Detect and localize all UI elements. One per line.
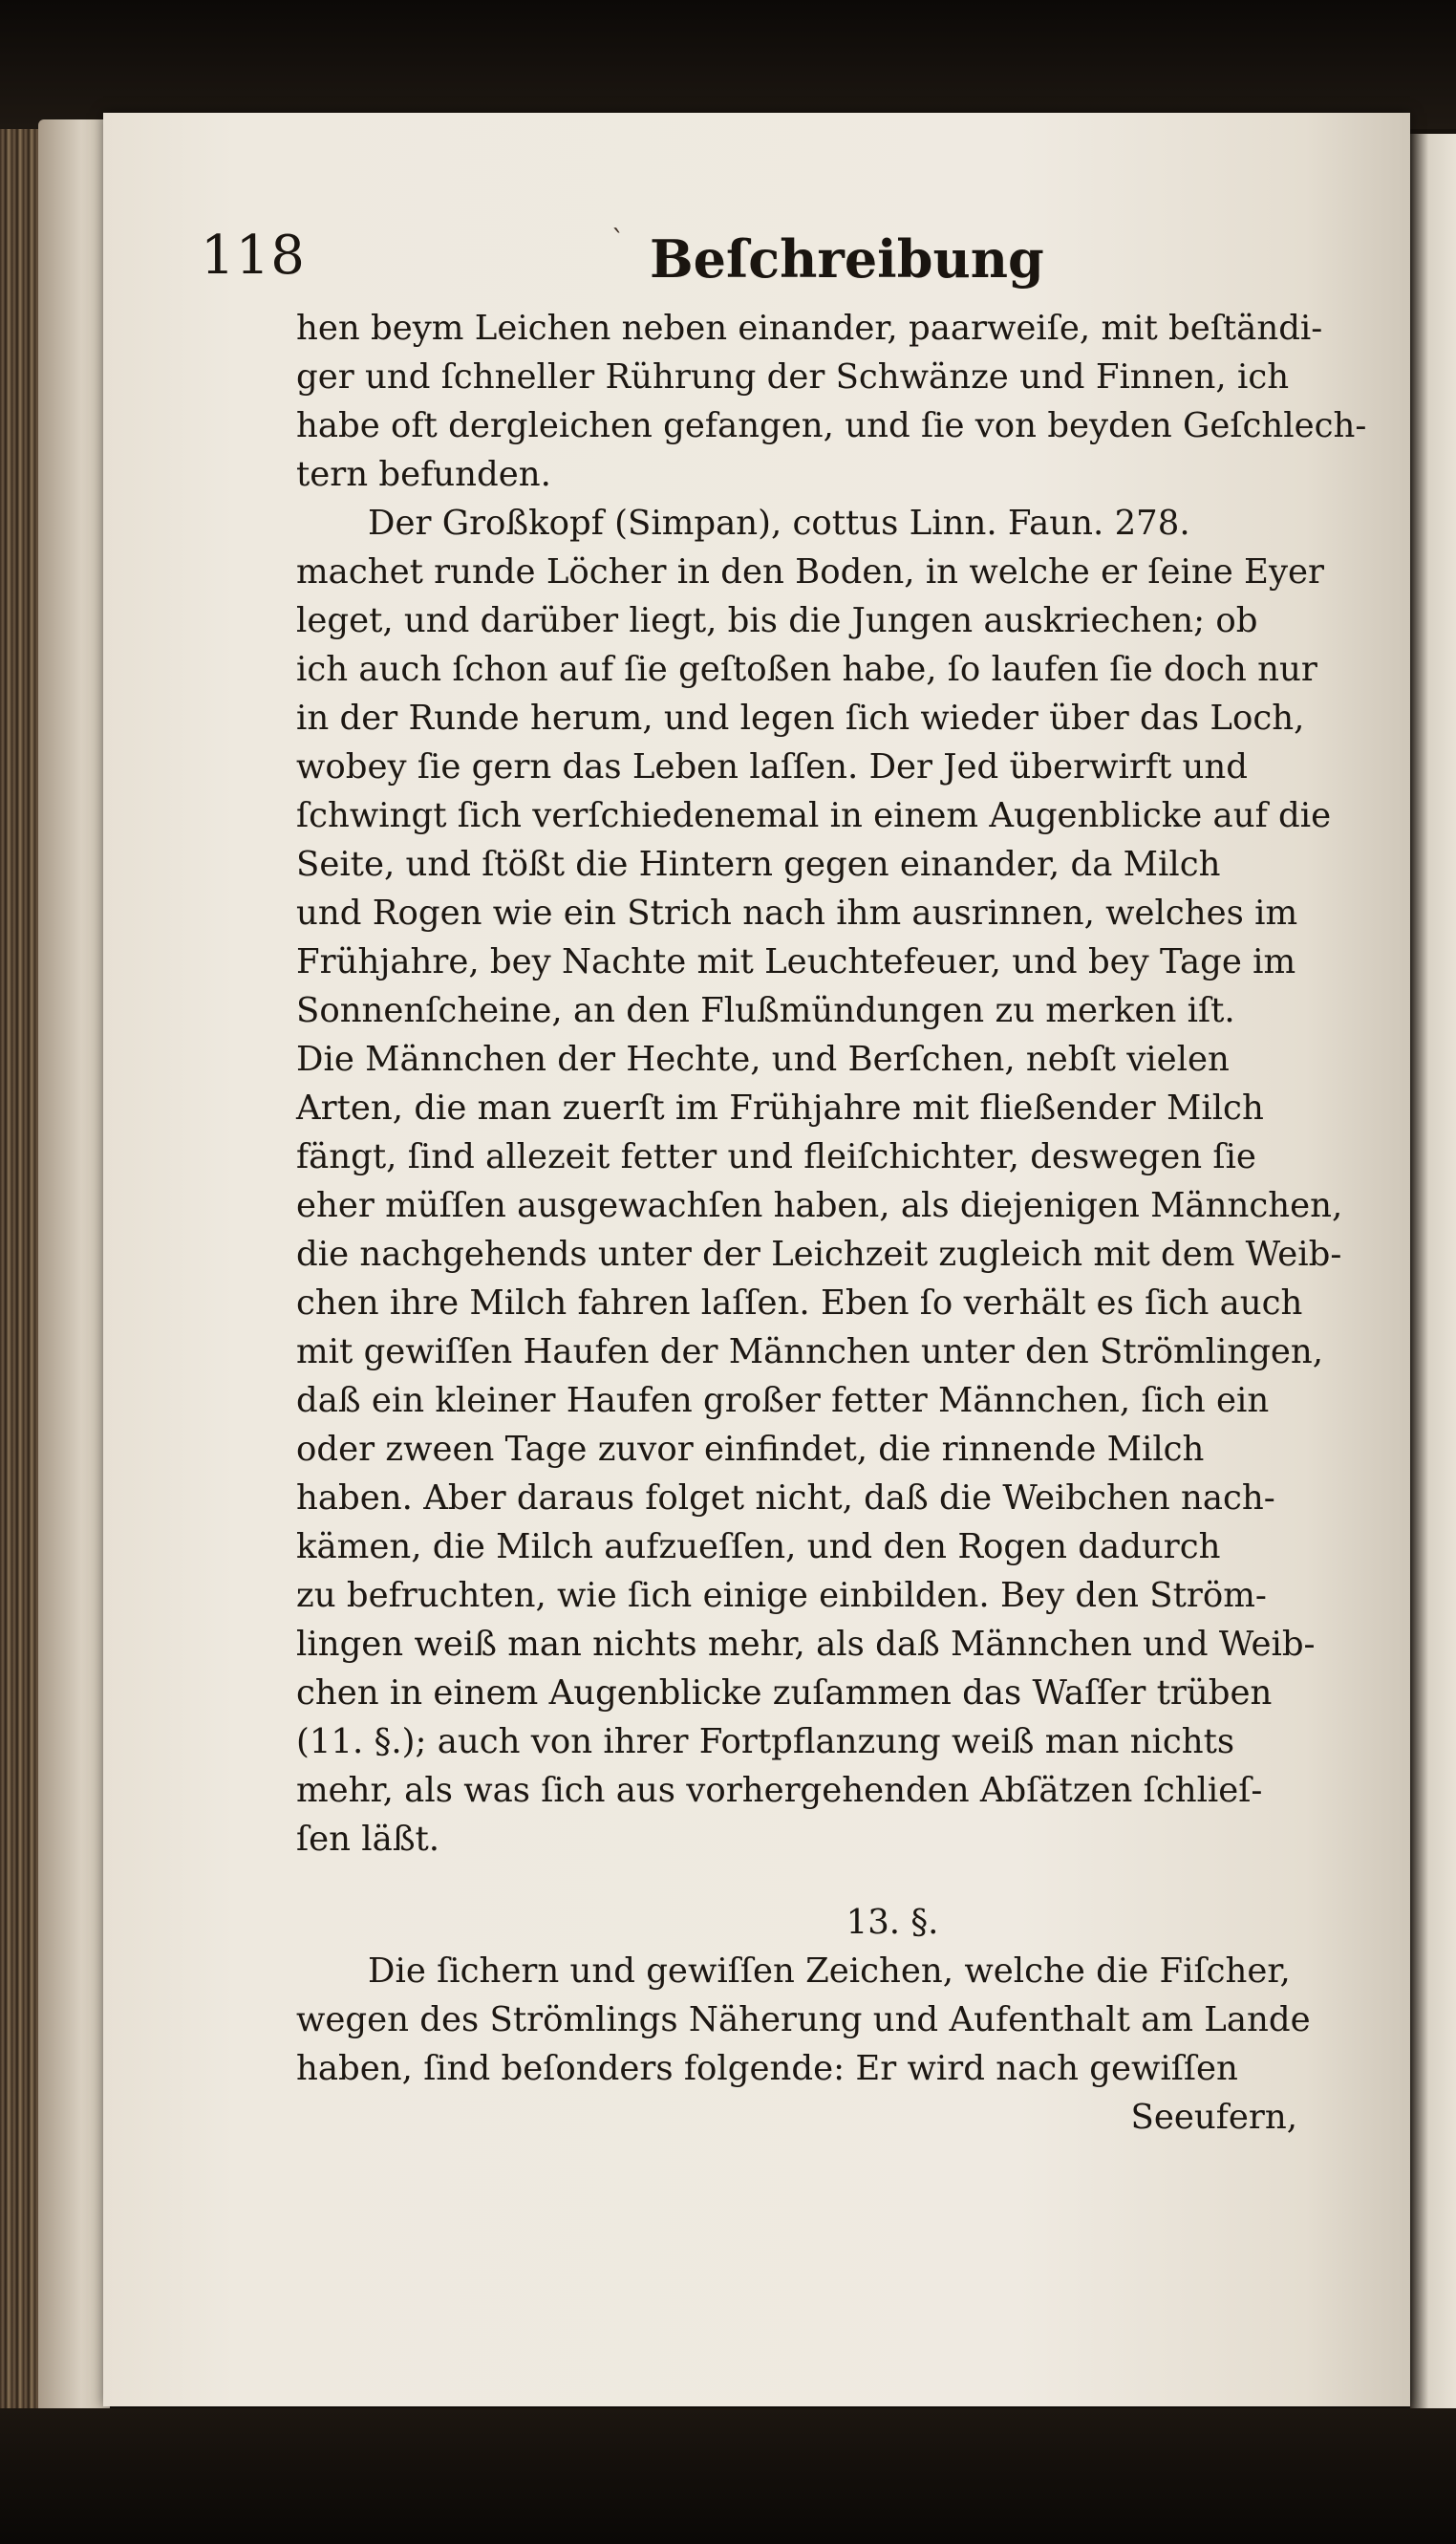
text-line: (11. §.); auch von ihrer Fortpflanzung weiß man nichts [296, 1722, 1235, 1761]
text-line: haben, ſind beſonders folgende: Er wird nach gewiſſen [296, 2049, 1238, 2088]
text-line: mit gewiſſen Haufen der Männchen unter den Strömlingen, [296, 1332, 1324, 1371]
text-line: in der Runde herum, und legen ſich wieder über das Loch, [296, 699, 1305, 738]
text-line: chen in einem Augenblicke zuſammen das Waſſer trüben [296, 1673, 1273, 1713]
text-line: ich auch ſchon auf ſie geſtoßen habe, ſo laufen ſie doch nur [296, 650, 1317, 689]
text-line: leget, und darüber liegt, bis die Jungen auskriechen; ob [296, 601, 1258, 640]
text-line: habe oft dergleichen gefangen, und ſie von beyden Geſchlech- [296, 406, 1367, 445]
text-line: Die Männchen der Hechte, und Berſchen, nebſt vielen [296, 1040, 1230, 1079]
text-line: hen beym Leichen neben einander, paarweiſe, mit beſtändi- [296, 309, 1323, 348]
spacer [296, 1864, 1297, 1898]
text-line: Arten, die man zuerſt im Frühjahre mit fließender Milch [296, 1089, 1264, 1128]
page-stack-edge [38, 119, 110, 2413]
dark-background-bottom [0, 2408, 1456, 2544]
running-title: Beſchreibung [650, 228, 1044, 290]
body-text [296, 304, 1367, 2142]
text-line: wobey ſie gern das Leben laſſen. Der Jed überwirft und [296, 747, 1248, 787]
text-line: machet runde Löcher in den Boden, in welche er ſeine Eyer [296, 552, 1324, 592]
text-line: ſchwingt ſich verſchiedenemal in einem Augenblicke auf die [296, 796, 1332, 835]
text-line: ſen läßt. [296, 1820, 440, 1859]
text-line: die nachgehends unter der Leichzeit zugleich mit dem Weib- [296, 1235, 1342, 1274]
text-line: eher müſſen ausgewachſen haben, als diejenigen Männchen, [296, 1186, 1343, 1225]
text-line: Sonnenſcheine, an den Flußmündungen zu merken iſt. [296, 991, 1235, 1030]
catchword: Seeufern, [1130, 2098, 1297, 2137]
text-line: lingen weiß man nichts mehr, als daß Männchen und Weib- [296, 1625, 1316, 1664]
text-line: chen ihre Milch fahren laſſen. Eben ſo verhält es ſich auch [296, 1283, 1303, 1323]
text-line: mehr, als was ſich aus vorhergehenden Abſätzen ſchlieſ- [296, 1771, 1263, 1810]
text-line: Der Großkopf (Simpan), cottus Linn. Faun. 278. [368, 504, 1190, 543]
facing-page-edge [1410, 134, 1456, 2413]
text-line: und Rogen wie ein Strich nach ihm ausrinnen, welches im [296, 894, 1298, 933]
page-header [201, 225, 1299, 301]
page-number: 118 [201, 225, 306, 287]
dark-background-top [0, 0, 1456, 129]
text-line: Seite, und ſtößt die Hintern gegen einander, da Milch [296, 845, 1221, 884]
text-line: Frühjahre, bey Nachte mit Leuchtefeuer, und bey Tage im [296, 942, 1296, 981]
text-line: daß ein kleiner Haufen großer fetter Männchen, ſich ein [296, 1381, 1270, 1420]
text-line: ger und ſchneller Rührung der Schwänze und Finnen, ich [296, 357, 1290, 397]
text-line: wegen des Strömlings Näherung und Aufenthalt am Lande [296, 2000, 1311, 2039]
text-line: zu befruchten, wie ſich einige einbilden. Bey den Ström- [296, 1576, 1267, 1615]
text-line: Die ſichern und gewiſſen Zeichen, welche die Fiſcher, [368, 1951, 1291, 1991]
text-line: kämen, die Milch aufzueſſen, und den Rogen dadurch [296, 1527, 1221, 1566]
text-line: oder zween Tage zuvor einfindet, die rinnende Milch [296, 1430, 1205, 1469]
text-line: fängt, ſind allezeit fetter und fleiſchichter, deswegen ſie [296, 1137, 1256, 1176]
header-mark: ` [611, 225, 625, 256]
text-line: tern befunden. [296, 455, 551, 494]
section-heading: 13. §. [846, 1903, 939, 1942]
text-line: haben. Aber daraus folget nicht, daß die Weibchen nach- [296, 1478, 1275, 1518]
